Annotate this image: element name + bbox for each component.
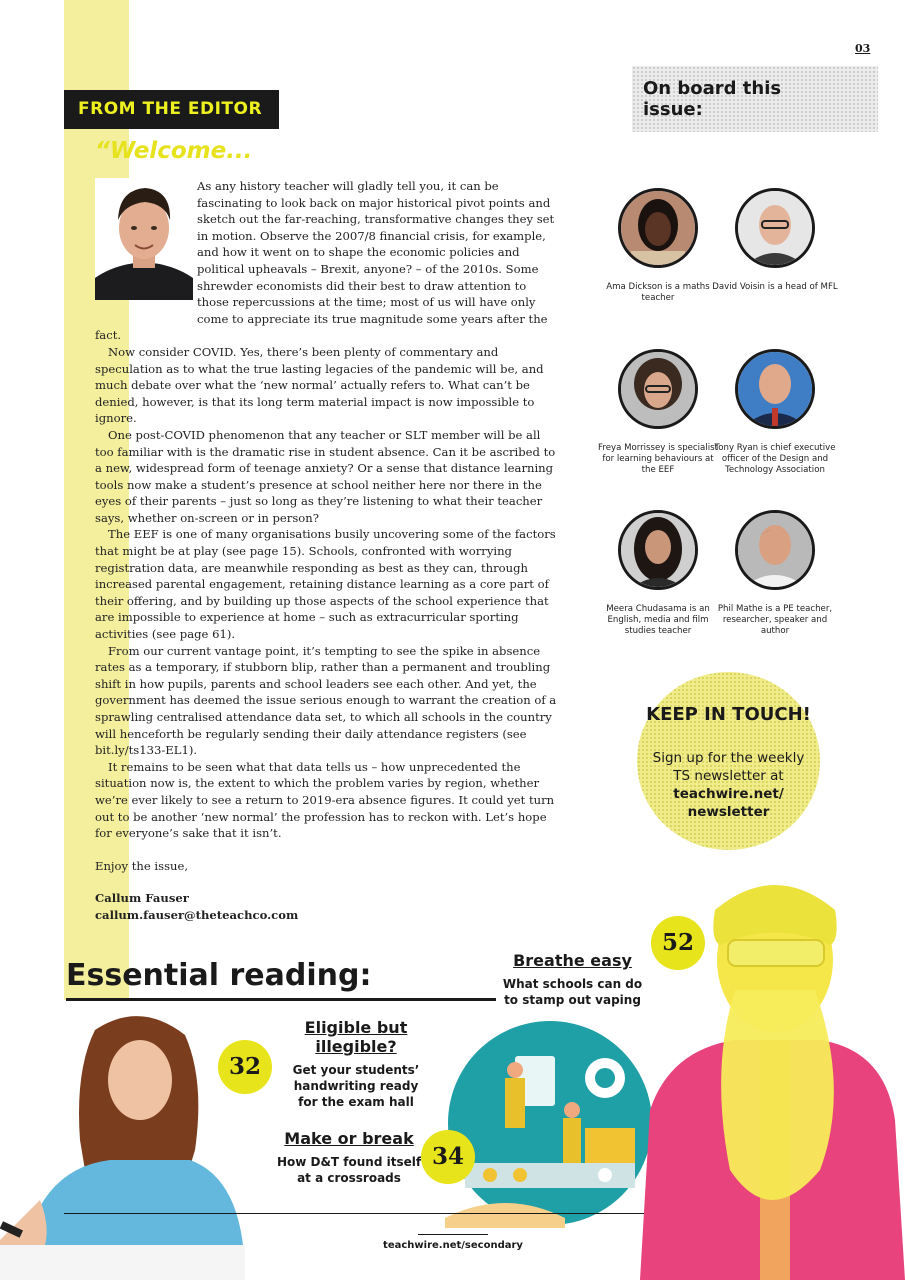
footer-divider — [64, 1213, 644, 1214]
contributor-avatar — [618, 188, 698, 268]
contributor-caption: Freya Morrissey is specialist for learning behaviours at the EEF — [598, 443, 718, 475]
page-number: 03 — [855, 42, 871, 55]
contributor-caption: Phil Mathe is a PE teacher, researcher, speaker and author — [717, 604, 833, 636]
newsletter-link[interactable]: teachwire.net/ newsletter — [673, 786, 784, 820]
letter-paragraph: As any history teacher will gladly tell you, it can be fascinating to look back on major historical pivot points and sketch out the far-reaching, transformative changes they set in motion. Observe the 2007/8 financial crisis, for example, and how it went on to shape the economic policies and political upheavals – Brexit, anyone? – of the 2010s. Some shrewder economists did their best to draw attention to those repercussions at the time; most of us will have only come to appreciate its true magnitude some years after the fact. — [95, 179, 555, 343]
contributor-card — [595, 510, 721, 637]
newsletter-promo[interactable] — [637, 672, 820, 850]
editor-email-link[interactable]: callum.fauser@theteachco.com — [95, 907, 299, 922]
newsletter-text: Sign up for the weekly TS newsletter at teachwire.net/ newsletter — [652, 750, 805, 820]
heading-underline — [66, 998, 496, 1001]
contributor-avatar — [618, 510, 698, 590]
essential-reading-heading: Essential reading: — [66, 958, 372, 993]
letter-paragraph: The EEF is one of many organisations busily uncovering some of the factors that might be at play (see page 15). Schools, confronted with worrying registration data, are meanwhile responding as best as they can, through increased parental engagement, retaining distance learning as a core part of their offering, and by building up those aspects of the school experience that are impossible to experience at home – such as extracurricular sporting activities (see page 61). — [95, 527, 556, 642]
footer-divider-short — [418, 1234, 488, 1235]
newsletter-title: KEEP IN TOUCH! — [646, 704, 811, 725]
contributor-caption: Ama Dickson is a maths teacher — [606, 282, 710, 303]
page-badge: 34 — [421, 1130, 475, 1184]
article-description: How D&T found itself at a crossroads — [276, 1155, 422, 1185]
contributor-avatar — [735, 349, 815, 429]
contributor-card — [595, 188, 721, 304]
contributor-caption: David Voisin is a head of MFL — [712, 282, 838, 292]
section-label: FROM THE EDITOR — [64, 90, 279, 129]
article-description: What schools can do to stamp out vaping — [502, 977, 643, 1007]
page-badge: 52 — [651, 916, 705, 970]
onboard-title: On board this issue: — [643, 78, 782, 120]
welcome-heading: “Welcome... — [95, 138, 253, 164]
editor-name: Callum Fauser — [95, 891, 189, 906]
contributor-card — [595, 349, 721, 476]
article-title[interactable]: Breathe easy — [513, 951, 632, 970]
editor-letter — [95, 178, 557, 924]
article-description: Get your students’ handwriting ready for the exam hall — [292, 1063, 420, 1109]
contributor-card — [712, 349, 838, 476]
article-teaser[interactable] — [264, 1018, 448, 1110]
contributor-avatar — [735, 510, 815, 590]
student-illustration — [0, 1000, 250, 1280]
contributor-avatar — [735, 188, 815, 268]
contributor-caption: Meera Chudasama is an English, media and film studies teacher — [606, 604, 710, 636]
contributor-avatar — [618, 349, 698, 429]
contributor-card — [712, 510, 838, 637]
contributor-caption: Tony Ryan is chief executive officer of the Design and Technology Association — [714, 443, 836, 475]
footer-website-link[interactable]: teachwire.net/secondary — [383, 1240, 523, 1251]
page-badge: 32 — [218, 1040, 272, 1094]
contributor-card — [712, 188, 838, 293]
article-teaser[interactable] — [500, 951, 645, 1008]
letter-signoff: Enjoy the issue, — [95, 858, 189, 873]
letter-paragraph: Now consider COVID. Yes, there’s been plenty of commentary and speculation as to what the true lasting legacies of the pandemic will be, and much debate over what the ‘new normal’ actually refers to. What can’t be denied, however, is that its long term material impact is now impossible to ignore. — [95, 344, 544, 426]
article-teaser[interactable] — [274, 1129, 424, 1186]
article-title[interactable]: Make or break — [284, 1129, 414, 1148]
letter-paragraph: From our current vantage point, it’s tempting to see the spike in absence rates as a temporary, if stubborn blip, rather than a permanent and troubling shift in how pupils, parents and school leaders see each other. And yet, the government has deemed the issue serious enough to warrant the creation of a sprawling centralised attendance data set, to which all schools in the country will henceforth be regularly sending their daily attendance registers (see bit.ly/ts133-EL1). — [95, 643, 557, 758]
letter-paragraph: One post-COVID phenomenon that any teacher or SLT member will be all too familiar with is the dramatic rise in student absence. Can it be ascribed to a new, widespread form of teenage anxiety? Or a sense that distance learning tools now make a student’s presence at school neither here nor there in the eyes of their parents – just so long as they’re listening to what their teacher says, whether on-screen or in person? — [95, 427, 556, 525]
letter-paragraph: It remains to be seen what that data tells us – how unprecedented the situation now is, the extent to which the problem varies by region, whether we’re ever likely to see a return to 2019-era absence figures. It could yet turn out to be another ‘new normal’ the profession has to reckon with. Let’s hope for everyone’s sake that it isn’t. — [95, 759, 555, 841]
dt-circle-illustration — [445, 1018, 655, 1228]
article-title[interactable]: Eligible but illegible? — [304, 1018, 408, 1056]
